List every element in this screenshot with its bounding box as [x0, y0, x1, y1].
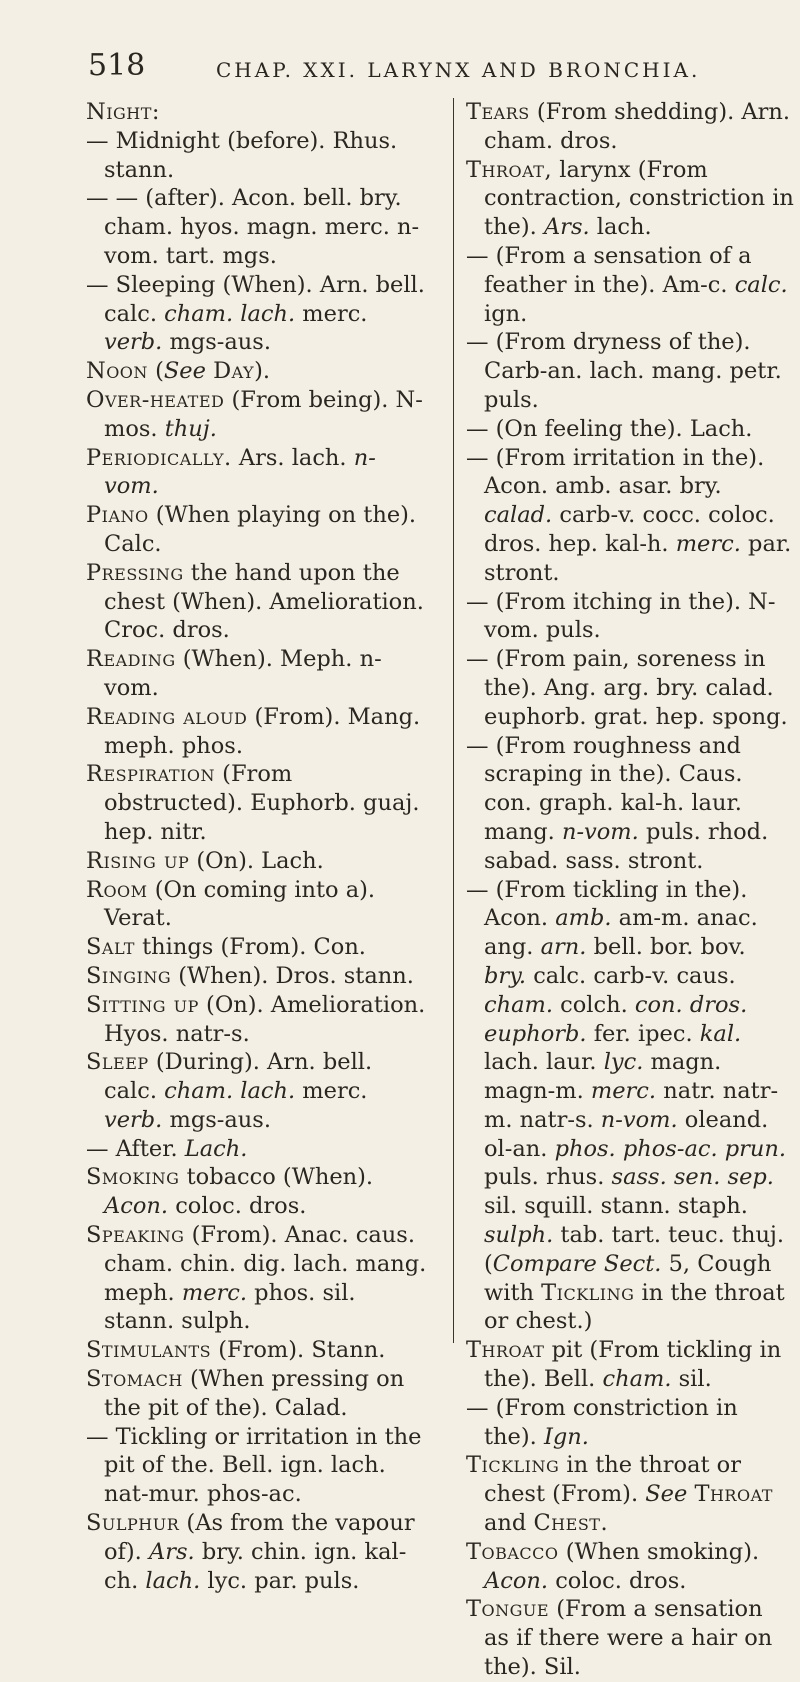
entry-text: merc. — [590, 1078, 657, 1105]
entry-text: amb. — [555, 905, 612, 932]
entry-text: Ign. — [543, 1423, 589, 1450]
entry-text: arn. — [540, 934, 587, 961]
index-entry — [86, 1135, 430, 1164]
entry-text: larynx (From contraction, constriction in the). — [484, 156, 794, 241]
entry-text: calc. carb-v. caus. — [526, 962, 736, 989]
index-entry — [466, 876, 794, 1337]
entry-text: Lach. — [184, 1135, 248, 1162]
entry-text: lach. laur. — [484, 1049, 604, 1076]
entry-text: — (From dryness of the). Carb-an. lach. mang. petr. puls. — [466, 329, 782, 413]
entry-text: carb-v. cocc. coloc. dros. hep. kal-h. — [484, 502, 775, 557]
entry-text: (From). Anac. caus. cham. chin. dig. lach. mang. meph. — [104, 1222, 427, 1306]
entry-text: Ars. — [148, 1538, 195, 1565]
index-entry — [86, 933, 430, 962]
entry-text: and — [484, 1510, 534, 1537]
entry-text: lach. — [145, 1567, 201, 1594]
entry-text: n-vom. — [104, 444, 376, 500]
entry-heading: Speaking — [86, 1222, 185, 1249]
entry-text: ( — [147, 358, 164, 385]
entry-text: — (From itching in the). N-vom. puls. — [466, 588, 776, 644]
entry-text: Acon. — [104, 1193, 169, 1220]
entry-heading: Tobacco — [466, 1538, 559, 1565]
entry-text: (When). Dros. stann. — [171, 962, 414, 989]
index-entry — [86, 991, 430, 1049]
entry-heading: Tickling — [466, 1452, 560, 1479]
entry-text: merc. — [675, 530, 741, 557]
entry-text: — Sleeping (When). Arn. bell. calc. — [86, 271, 425, 327]
index-entry — [466, 1538, 794, 1596]
entry-text: am-m. anac. ang. — [484, 905, 758, 961]
entry-heading: Chest. — [533, 1510, 609, 1537]
right-column — [466, 98, 794, 1682]
entry-text: — (From constriction in the). — [466, 1394, 738, 1450]
entry-heading: Sitting up — [86, 991, 199, 1018]
index-entry — [86, 386, 430, 444]
entry-heading: Throat — [694, 1481, 773, 1508]
entry-text: cham. — [484, 991, 553, 1018]
entry-text: — — (after). Acon. bell. bry. cham. hyos. magn. merc. n-vom. tart. mgs. — [86, 185, 420, 269]
entry-heading: Sulphur — [86, 1510, 180, 1537]
running-head: CHAP. XXI. LARYNX AND BRONCHIA. — [216, 58, 701, 82]
entry-heading: Tongue — [466, 1596, 550, 1623]
entry-text: See — [163, 358, 206, 385]
entry-text: cham. — [602, 1366, 672, 1393]
entry-text — [206, 358, 213, 384]
entry-text: n-vom. — [600, 1106, 678, 1133]
entry-text: puls. rhus. — [484, 1164, 612, 1191]
entry-text: par. stront. — [484, 530, 792, 586]
index-entry — [86, 501, 430, 559]
entry-text: phos. sil. stann. sulph. — [104, 1279, 356, 1335]
index-entry — [86, 184, 430, 270]
entry-text: coloc. dros. — [548, 1567, 687, 1594]
entry-heading: Stimulants — [86, 1337, 212, 1364]
entry-text: 5, Cough with — [484, 1250, 772, 1306]
entry-text: bry. — [484, 962, 527, 989]
entry-heading: Stomach — [86, 1366, 183, 1393]
index-entry — [466, 242, 794, 328]
entry-text: merc. — [295, 1078, 368, 1105]
index-entry — [466, 588, 794, 646]
entry-text: (From a sensation as if there were a hair on the). Sil. — [484, 1596, 773, 1681]
entry-text: Ars. — [543, 214, 590, 241]
index-entry — [466, 1451, 794, 1537]
entry-text: Acon. — [484, 1567, 549, 1594]
entry-heading: Day — [213, 358, 255, 385]
entry-text: puls. rhod. sabad. sass. stront. — [484, 818, 769, 874]
entry-text: — (From a sensation of a feather in the). Am-c. — [466, 242, 752, 298]
entry-heading: Periodically. — [86, 444, 232, 471]
index-entry — [86, 271, 430, 357]
entry-text: cham. lach. — [164, 300, 296, 327]
entry-text: bry. chin. ign. kal-ch. — [104, 1538, 407, 1594]
index-entry — [86, 876, 430, 934]
entry-text: (From shedding). Arn. cham. dros. — [484, 99, 791, 154]
entry-text: in the throat or chest (From). — [484, 1452, 741, 1508]
page-number: 518 — [88, 48, 146, 83]
entry-text: Ars. lach. — [231, 444, 354, 471]
entry-text: bell. bor. bov. — [586, 934, 746, 961]
entry-heading: Singing — [86, 962, 172, 989]
entry-text: lyc. — [603, 1049, 644, 1076]
entry-heading: Reading aloud — [86, 703, 248, 730]
entry-text: phos. phos-ac. prun. — [554, 1135, 787, 1162]
index-entry — [86, 1423, 430, 1509]
index-entry — [86, 127, 430, 185]
entry-text: n-vom. — [561, 818, 639, 845]
entry-text: ). — [254, 358, 271, 385]
entry-text: verb. — [104, 1106, 163, 1133]
index-entry — [86, 98, 430, 127]
entry-text: — (From tickling in the). Acon. — [466, 876, 748, 932]
index-entry — [86, 444, 430, 502]
entry-text: coloc. dros. — [168, 1193, 307, 1220]
index-entry — [86, 1509, 430, 1595]
entry-text: (On). Lach. — [189, 847, 324, 874]
index-entry — [86, 559, 430, 645]
entry-text: — (From irritation in the). Acon. amb. asar. bry. — [466, 444, 765, 500]
index-entry — [466, 645, 794, 731]
index-entry — [86, 703, 430, 761]
index-entry — [466, 328, 794, 414]
entry-text: the hand upon the chest (When). Amelioration. Croc. dros. — [104, 559, 424, 644]
entry-text: lach. — [589, 214, 652, 241]
entry-heading: Rising up — [86, 847, 190, 874]
entry-text — [687, 1481, 694, 1507]
entry-text: sil. squill. stann. staph. — [484, 1193, 748, 1220]
entry-text: — After. — [86, 1135, 185, 1162]
index-entry — [466, 156, 794, 242]
entry-text: lyc. par. puls. — [200, 1567, 360, 1594]
entry-heading: Night — [86, 99, 152, 125]
entry-text: calc. — [734, 271, 788, 298]
entry-text: — Tickling or irritation in the pit of the. Bell. ign. lach. nat-mur. phos-ac. — [86, 1423, 422, 1508]
entry-text: merc. — [295, 300, 368, 327]
entry-heading: Reading — [86, 646, 176, 673]
index-entry — [86, 357, 430, 386]
entry-text: mgs-aus. — [162, 1106, 271, 1133]
entry-text: : — [151, 99, 160, 125]
entry-text: (From being). N-mos. — [104, 386, 423, 442]
entry-heading: Tears — [466, 99, 530, 125]
entry-text: verb. — [104, 329, 163, 356]
entry-text: tobacco (When). — [179, 1164, 374, 1191]
entry-text: (When smoking). — [558, 1538, 760, 1565]
index-entry — [86, 1336, 430, 1365]
entry-text: (On coming into a). Verat. — [104, 876, 376, 932]
index-entry — [466, 98, 794, 156]
index-entry — [86, 962, 430, 991]
entry-text: mgs-aus. — [162, 329, 271, 356]
entry-heading: Tickling — [541, 1279, 635, 1306]
index-entry — [466, 1336, 794, 1394]
index-entry — [86, 1221, 430, 1336]
index-entry — [466, 732, 794, 876]
entry-text: colch. — [553, 991, 635, 1018]
index-entry — [466, 444, 794, 588]
entry-text: thuj. — [164, 415, 217, 442]
column-divider — [453, 98, 454, 1343]
entry-text: (From obstructed). Euphorb. guaj. hep. nitr. — [104, 761, 420, 845]
index-entry — [466, 415, 794, 444]
entry-heading: Over-heated — [86, 386, 225, 413]
index-entry — [86, 1365, 430, 1423]
index-entry — [86, 1048, 430, 1134]
entry-heading: Throat, — [466, 156, 553, 183]
entry-text: (When pressing on the pit of the). Calad. — [104, 1366, 405, 1421]
entry-text: kal. — [699, 1020, 742, 1047]
entry-heading: Throat — [466, 1337, 545, 1364]
entry-text: things (From). Con. — [134, 934, 366, 961]
entry-text: — Midnight (before). Rhus. stann. — [86, 127, 398, 183]
entry-text: sulph. — [484, 1222, 554, 1249]
entry-text: con. dros. euphorb. — [484, 991, 748, 1047]
entry-text: magn. magn-m. — [484, 1049, 722, 1105]
entry-heading: Salt — [86, 934, 135, 961]
entry-heading: Pressing — [86, 559, 184, 586]
index-entry — [86, 847, 430, 876]
entry-heading: Smoking — [86, 1164, 180, 1191]
entry-text: pit (From tickling in the). Bell. — [484, 1337, 782, 1393]
index-entry — [466, 1595, 794, 1681]
entry-text: merc. — [181, 1279, 248, 1306]
entry-text: (From). Stann. — [211, 1337, 386, 1364]
entry-text: — (From roughness and scraping in the). Caus. con. graph. kal-h. laur. mang. — [466, 732, 743, 845]
entry-heading: Noon — [86, 358, 148, 385]
page-header — [88, 48, 728, 88]
entry-text: oleand. ol-an. — [484, 1106, 769, 1162]
entry-text: cham. lach. — [164, 1078, 296, 1105]
entry-text: (From). Mang. meph. phos. — [104, 703, 421, 759]
entry-text: tab. tart. teuc. thuj. ( — [484, 1222, 785, 1277]
entry-text: fer. ipec. — [586, 1020, 700, 1047]
index-entry — [86, 760, 430, 846]
entry-text: (During). Arn. bell. calc. — [104, 1049, 373, 1105]
entry-text: (On). Amelioration. Hyos. natr-s. — [104, 991, 426, 1047]
entry-text: (When playing on the). Calc. — [104, 502, 417, 557]
entry-text: — (On feeling the). Lach. — [466, 415, 753, 442]
entry-heading: Sleep — [86, 1049, 149, 1076]
entry-text: calad. — [484, 502, 553, 529]
entry-text: sil. — [671, 1366, 712, 1393]
entry-text: (When). Meph. n-vom. — [104, 646, 382, 701]
entry-heading: Room — [86, 876, 148, 903]
entry-text: (As from the vapour of). — [104, 1510, 415, 1565]
entry-text: sass. sen. sep. — [611, 1164, 774, 1191]
entry-text: Compare Sect. — [492, 1250, 662, 1277]
entry-text: See — [645, 1481, 688, 1508]
entry-heading: Piano — [86, 502, 149, 529]
index-entry — [466, 1394, 794, 1452]
entry-text: natr. natr-m. natr-s. — [484, 1078, 779, 1133]
left-column — [86, 98, 430, 1595]
index-entry — [86, 1163, 430, 1221]
entry-text: — (From pain, soreness in the). Ang. arg. bry. calad. euphorb. grat. hep. spong. — [466, 646, 788, 730]
entry-text: ign. — [484, 300, 528, 327]
entry-heading: Respiration — [86, 761, 216, 788]
index-entry — [86, 645, 430, 703]
entry-text: in the throat or chest.) — [484, 1279, 785, 1335]
